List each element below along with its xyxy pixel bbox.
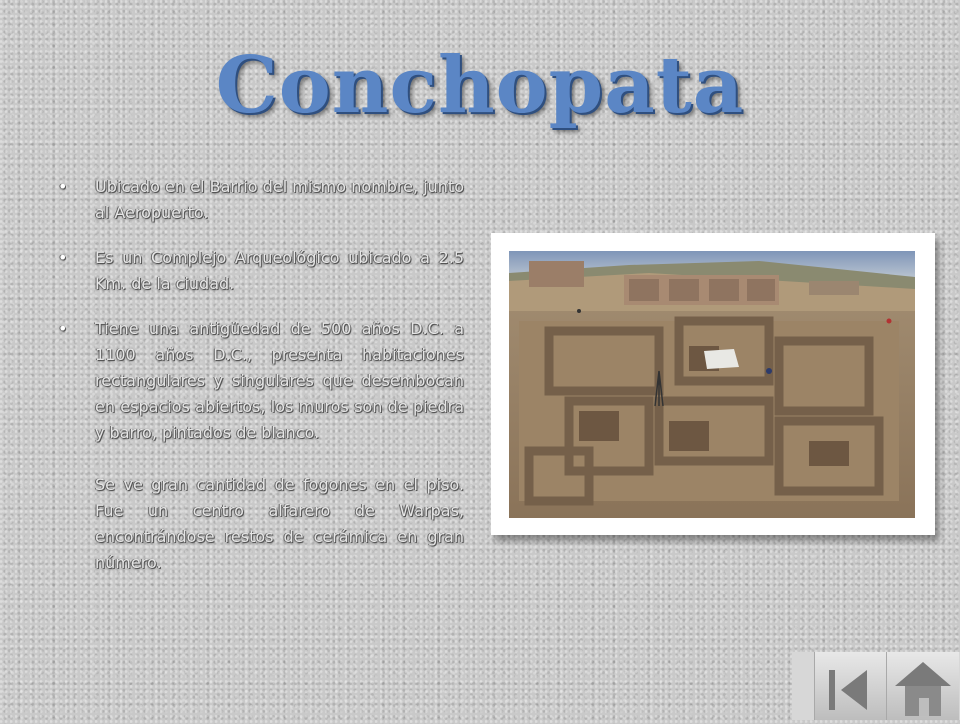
bullet-list: [58, 174, 464, 595]
archaeological-site-photo: [509, 251, 915, 518]
bullet-item: [58, 174, 464, 226]
bullet-item: [58, 245, 464, 297]
bullet-icon: •: [58, 177, 68, 196]
bullet-item: [58, 316, 464, 576]
previous-slide-button[interactable]: [814, 652, 887, 720]
home-button[interactable]: [886, 652, 959, 720]
slide-navigation: [792, 652, 960, 720]
bullet-icon: •: [58, 319, 68, 338]
bullet-text: Es un Complejo Arqueológico ubicado a 2.5 Km. de la ciudad.: [95, 248, 464, 293]
bullet-text: Tiene una antigüedad de 500 años D.C. a 1100 años D.C., presenta habitaciones rectangulares y singulares que desembocan en espacios abiertos, los muros son de piedra y barro, pintados de blanco.: [95, 319, 464, 442]
bullet-text: Ubicado en el Barrio del mismo nombre, junto al Aeropuerto.: [95, 177, 464, 222]
slide-title: Conchopata: [215, 40, 745, 131]
photo-frame: [491, 233, 935, 535]
previous-slide-icon: [815, 652, 887, 720]
bullet-icon: •: [58, 248, 68, 267]
home-icon: [887, 652, 959, 720]
bullet-text-continued: Se ve gran cantidad de fogones en el piso. Fue un centro alfarero de Warpas, encontrándose restos de cerámica en gran número.: [95, 475, 464, 572]
